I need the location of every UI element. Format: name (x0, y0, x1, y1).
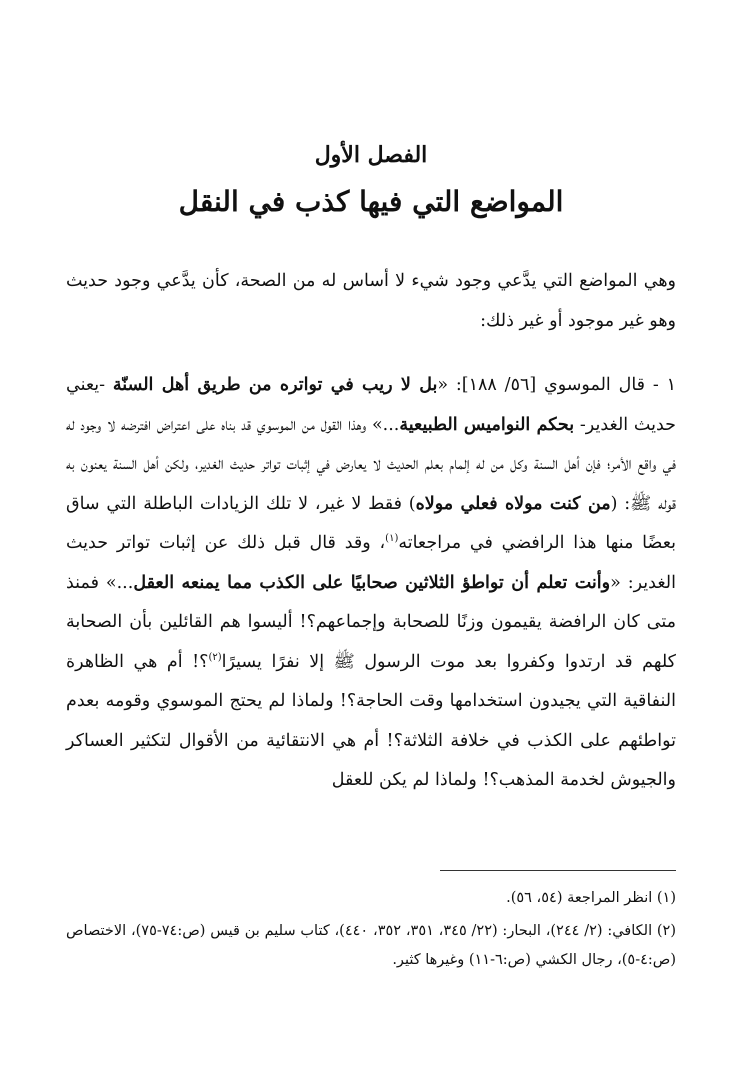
intro-paragraph: وهي المواضع التي يدَّعي وجود شيء لا أساس له من الصحة، كأن يدَّعي وجود حديث وهو غير موجود أو غير ذلك: (66, 271, 676, 331)
text-segment-2: ...» وهذا القول من الموسوي قد بناه على اعتراض افترضه لا وجود له في واقع الأمر؛ فإن أهل السنة وكل من له إلمام بعلم الحديث لا يعارض في إثبات تواتر حديث الغدير، ولكن أهل السنة يعنون به قوله ﷺ: ( (66, 414, 677, 514)
quote-bold-1: بل لا ريب في تواتره من طريق أهل السنّة (112, 375, 438, 395)
footnote-ref-2[interactable]: (٢) (208, 651, 222, 663)
footnote-divider (440, 870, 676, 871)
text-segment-5: ...» فمنذ متى كان الرافضة يقيمون وزنًا للصحابة وإجماعهم؟! أليسوا هم القائلين بأن الصحابة كلهم قد ارتدوا وكفروا بعد موت الرسول ﷺ إلا نفرًا يسيرًا (66, 572, 676, 672)
item-1-paragraph (66, 366, 676, 801)
text-segment-1: -يعني حديث الغدير- (66, 375, 676, 435)
chapter-label: الفصل الأول (314, 142, 428, 168)
text-segment-4: ، وقد قال قبل ذلك عن إثبات تواتر حديث الغدير: « (66, 533, 676, 593)
body-text (66, 262, 676, 801)
footnote-2: (٢) الكافي: (٢/ ٢٤٤)، البحار: (٢٢/ ٣٤٥، ٣٥١، ٣٥٢، ٤٤٠)، كتاب سليم بن قيس (ص:٧٤-٧٥)، الاختصاص (ص:٤-٥)، رجال الكشي (ص:٦-١١) وغيرها كثير. (66, 923, 677, 968)
footnote-1: (١) انظر المراجعة (٥٤، ٥٦). (506, 890, 676, 906)
text-segment-6: ؟! أم هي الظاهرة النفاقية التي يجيدون استخدامها وقت الحاجة؟! ولماذا لم يحتج الموسوي وقومه بعدم تواطئهم على الكذب في خلافة الثلاثة؟! أم هي الانتقائية من الأقوال لتكثير العساكر والجيوش لخدمة المذهب؟! ولماذا لم يكن للعقل (66, 651, 676, 790)
hadith-bold: من كنت مولاه فعلي مولاه (415, 493, 611, 514)
footnotes (66, 884, 676, 979)
quote-bold-2: بحكم النواميس الطبيعية (399, 414, 575, 435)
item-number: ١ - (645, 375, 677, 395)
footnote-ref-1[interactable]: (١) (385, 533, 399, 545)
chapter-title: المواضع التي فيها كذب في النقل (178, 185, 564, 218)
text-segment-3: ) فقط لا غير، لا تلك الزيادات الباطلة التي ساق بعضًا منها هذا الرافضي في مراجعاته (66, 493, 677, 553)
citation-lead: قال الموسوي [٥٦/ ١٨٨]: « (437, 375, 646, 395)
quote-bold-3: وأنت تعلم أن تواطؤ الثلاثين صحابيًا على الكذب مما يمنعه العقل (133, 572, 611, 593)
